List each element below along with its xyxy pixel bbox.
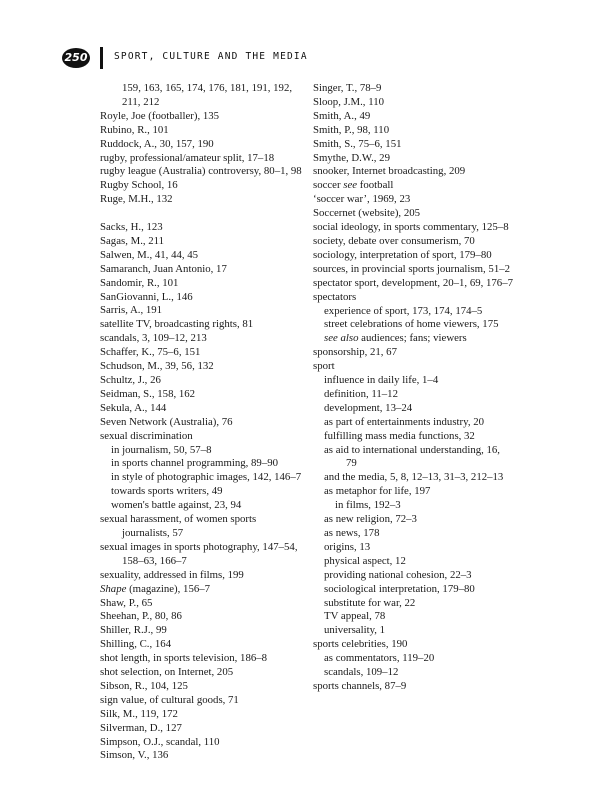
- index-entry-shape: [100, 583, 305, 597]
- index-subentry: in sports channel programming, 89–90: [111, 457, 279, 470]
- subentry-group: [313, 305, 513, 347]
- index-entry: Smith, A., 49: [313, 109, 371, 122]
- index-subentry: as part of entertainments industry, 20: [324, 415, 485, 428]
- index-subentry: scandals, 109–12: [324, 666, 399, 679]
- index-entry: Simson, V., 136: [100, 749, 169, 762]
- index-entry: Samaranch, Juan Antonio, 17: [100, 262, 227, 275]
- index-subentry: substitute for war, 22: [324, 596, 416, 609]
- index-entry: social ideology, in sports commentary, 125–8: [313, 221, 509, 234]
- shape-title-italic: Shape: [100, 582, 127, 595]
- index-entry: Ruddock, A., 30, 157, 190: [100, 137, 214, 150]
- see-reference-italic: see: [343, 179, 358, 192]
- shape-locator: (magazine), 156–7: [126, 582, 211, 595]
- index-subentry: and the media, 5, 8, 12–13, 31–3, 212–13: [324, 471, 504, 484]
- letter-gap: [100, 207, 305, 221]
- entry-group: [100, 513, 305, 596]
- index-subentry: in style of photographic images, 142, 146–7: [111, 471, 302, 484]
- page-number-badge: 250: [62, 48, 90, 68]
- index-subentry: universality, 1: [324, 624, 386, 637]
- index-entry: Schaffer, K., 75–6, 151: [100, 346, 201, 359]
- index-subentry: as news, 178: [324, 527, 380, 539]
- entry-group: [100, 221, 305, 444]
- header-divider: [100, 47, 103, 69]
- index-subentry: as new religion, 72–3: [324, 513, 417, 526]
- index-entry-continuation: 159, 163, 165, 174, 176, 181, 191, 192, 211, 212: [122, 82, 293, 108]
- index-entry: Shilling, C., 164: [100, 638, 172, 651]
- index-entry: Sheehan, P., 80, 86: [100, 610, 182, 623]
- index-entry: Sandomir, R., 101: [100, 276, 179, 289]
- running-title: SPORT, CULTURE AND THE MEDIA: [114, 51, 308, 62]
- index-entry: sexual images in sports photography, 147–54, 158–63, 166–7: [100, 540, 298, 567]
- entry-group: [313, 680, 513, 694]
- index-subentry: influence in daily life, 1–4: [324, 374, 439, 387]
- index-subentry: women's battle against, 23, 94: [111, 499, 242, 512]
- index-entry: Schudson, M., 39, 56, 132: [100, 360, 214, 373]
- index-entry: sources, in provincial sports journalism, 51–2: [313, 262, 511, 275]
- index-entry: sports channels, 87–9: [313, 679, 407, 692]
- index-entry: Seidman, S., 158, 162: [100, 387, 196, 400]
- index-entry: Simpson, O.J., scandal, 110: [100, 735, 220, 748]
- index-entry: Shaw, P., 65: [100, 596, 153, 609]
- index-subentry: in films, 192–3: [335, 499, 401, 512]
- index-entry: Silverman, D., 127: [100, 721, 182, 734]
- index-entry: sexual harassment, of women sports journalists, 57: [100, 513, 257, 539]
- index-entry: rugby league (Australia) controversy, 80–1, 98: [100, 165, 302, 178]
- index-column-left: [100, 82, 305, 763]
- index-entry: Ruge, M.H., 132: [100, 193, 173, 206]
- see-also-targets: audiences; fans; viewers: [358, 332, 467, 345]
- index-entry: Sibson, R., 104, 125: [100, 679, 188, 692]
- index-entry: Shiller, R.J., 99: [100, 624, 167, 637]
- index-subentry-see-also: [313, 332, 513, 346]
- index-subentry: street celebrations of home viewers, 175: [324, 318, 499, 331]
- index-entry: Salwen, M., 41, 44, 45: [100, 248, 199, 261]
- index-subentry: as commentators, 119–20: [324, 652, 435, 665]
- index-entry: shot selection, on Internet, 205: [100, 666, 234, 679]
- subentry-group: [100, 444, 305, 514]
- index-entry: Smith, S., 75–6, 151: [313, 137, 402, 150]
- index-entry: ‘soccer war’, 1969, 23: [313, 193, 411, 206]
- index-entry: shot length, in sports television, 186–8: [100, 652, 268, 665]
- index-entry-soccer: [313, 179, 513, 193]
- index-subentry: development, 13–24: [324, 401, 413, 414]
- index-subentry: fulfilling mass media functions, 32: [324, 429, 475, 442]
- entry-group: [313, 82, 513, 193]
- index-entry: sociology, interpretation of sport, 179–80: [313, 248, 492, 261]
- index-entry: sports celebrities, 190: [313, 638, 408, 651]
- index-entry: sign value, of cultural goods, 71: [100, 693, 239, 706]
- index-entry: society, debate over consumerism, 70: [313, 234, 475, 247]
- index-entry: Sloop, J.M., 110: [313, 95, 384, 108]
- index-subentry: providing national cohesion, 22–3: [324, 568, 472, 581]
- index-entry: sponsorship, 21, 67: [313, 346, 397, 359]
- index-entry: spectators: [313, 290, 357, 303]
- subentry-group: [313, 374, 513, 638]
- index-subentry: origins, 13: [324, 540, 371, 553]
- index-entry: Singer, T., 78–9: [313, 82, 382, 94]
- index-entry: Smith, P., 98, 110: [313, 123, 390, 136]
- entry-group: [100, 597, 305, 764]
- index-subentry: in journalism, 50, 57–8: [111, 443, 212, 456]
- index-entry: Seven Network (Australia), 76: [100, 415, 233, 428]
- index-entry: sexual discrimination: [100, 429, 193, 442]
- index-entry: Sarris, A., 191: [100, 304, 163, 317]
- entry-group: [313, 193, 513, 304]
- entry-group: [100, 110, 305, 207]
- index-entry: Royle, Joe (footballer), 135: [100, 109, 220, 122]
- see-also-italic: see also: [324, 332, 359, 345]
- page-header: [62, 46, 542, 70]
- index-entry: Smythe, D.W., 29: [313, 151, 390, 164]
- index-entry: Sagas, M., 211: [100, 234, 165, 247]
- entry-group: [313, 638, 513, 652]
- index-subentry: TV appeal, 78: [324, 610, 386, 623]
- index-entry: Silk, M., 119, 172: [100, 707, 178, 720]
- index-subentry: physical aspect, 12: [324, 554, 406, 567]
- index-entry: Soccernet (website), 205: [313, 207, 421, 220]
- index-subentry: as aid to international understanding, 16, 79: [324, 443, 501, 470]
- index-entry: satellite TV, broadcasting rights, 81: [100, 318, 254, 331]
- index-subentry: towards sports writers, 49: [111, 485, 223, 498]
- index-entry: scandals, 3, 109–12, 213: [100, 332, 207, 345]
- index-subentry: definition, 11–12: [324, 387, 398, 400]
- index-entry: Rubino, R., 101: [100, 123, 169, 136]
- index-entry: SanGiovanni, L., 146: [100, 290, 193, 303]
- index-subentry: experience of sport, 173, 174, 174–5: [324, 304, 483, 317]
- subentry-group: [313, 652, 513, 680]
- index-entry: Schultz, J., 26: [100, 374, 161, 387]
- soccer-heading: soccer: [313, 179, 344, 192]
- index-subentry: sociological interpretation, 179–80: [324, 582, 475, 595]
- index-entry: sexuality, addressed in films, 199: [100, 568, 244, 581]
- index-column-right: [313, 82, 513, 694]
- index-entry: Rugby School, 16: [100, 179, 178, 192]
- index-entry: Sekula, A., 144: [100, 401, 167, 414]
- entry-group: [313, 346, 513, 374]
- index-entry: spectator sport, development, 20–1, 69, 176–7: [313, 276, 514, 289]
- soccer-crossref: football: [357, 179, 394, 192]
- index-entry: snooker, Internet broadcasting, 209: [313, 165, 466, 178]
- index-entry: sport: [313, 360, 335, 373]
- index-entry: Sacks, H., 123: [100, 221, 163, 234]
- index-subentry: as metaphor for life, 197: [324, 485, 431, 498]
- index-entry: rugby, professional/amateur split, 17–18: [100, 151, 275, 164]
